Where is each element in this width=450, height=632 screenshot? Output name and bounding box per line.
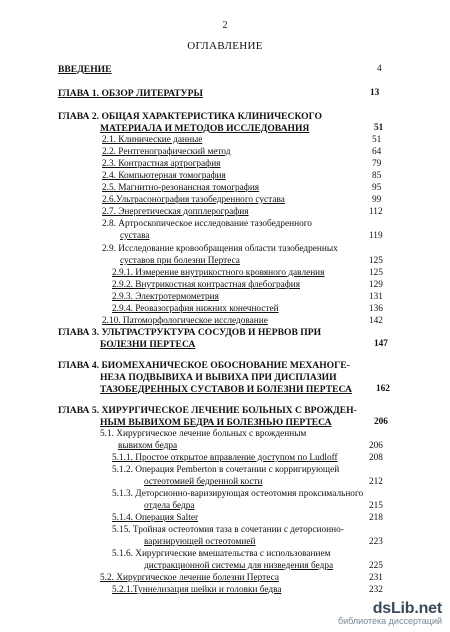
toc-entry-chapter-5-cont[interactable]: НЫМ ВЫВИХОМ БЕДРА И БОЛЕЗНЬЮ ПЕРТЕСА: [100, 417, 332, 428]
toc-page: 136: [369, 304, 383, 314]
toc-page: 13: [370, 88, 380, 98]
toc-entry-chapter-3-cont[interactable]: БОЛЕЗНИ ПЕРТЕСА: [100, 339, 196, 350]
toc-entry-5-2[interactable]: 5.2. Хирургическое лечение болезни Пертеса: [100, 573, 279, 583]
toc-entry-2-9-1[interactable]: 2.9.1. Измерение внутрикостного кровяного давления: [112, 268, 325, 278]
toc-page: 119: [369, 231, 383, 241]
toc-entry-introduction[interactable]: ВВЕДЕНИЕ: [58, 64, 112, 75]
toc-entry-5-1-3-cont[interactable]: отдела бедра: [144, 501, 195, 511]
toc-entry-5-1-cont[interactable]: вывихом бедра: [118, 441, 178, 451]
toc-entry-chapter-4-cont-2[interactable]: ТАЗОБЕДРЕННЫХ СУСТАВОВ И БОЛЕЗНИ ПЕРТЕСА: [100, 384, 352, 395]
toc-entry-2-10[interactable]: 2.10. Патоморфологическое исследование: [102, 316, 268, 326]
toc-entry-chapter-3[interactable]: ГЛАВА 3. УЛЬТРАСТРУКТУРА СОСУДОВ И НЕРВОВ ПРИ: [58, 327, 322, 338]
watermark-logo: dsLib.net: [372, 600, 442, 617]
toc-title: ОГЛАВЛЕНИЕ: [187, 40, 263, 52]
toc-page: 232: [369, 585, 383, 595]
toc-entry-2-8-cont[interactable]: сустава: [120, 231, 150, 241]
toc-page: 225: [369, 561, 383, 571]
toc-entry-5-2-1[interactable]: 5.2.1.Туннелизация шейки и головки бедва: [112, 585, 282, 595]
toc-page: 142: [369, 316, 383, 326]
toc-entry-5-1-2[interactable]: 5.1.2. Операция Pemberton в сочетании с корригирующей: [112, 465, 340, 475]
toc-page: 147: [374, 339, 388, 349]
toc-entry-chapter-4-cont[interactable]: НЕЗА ПОДВЫВИХА И ВЫВИХА ПРИ ДИСПЛАЗИИ: [100, 372, 337, 383]
toc-entry-2-9-3[interactable]: 2.9.3. Электротермометрия: [112, 292, 219, 302]
toc-page: 129: [369, 280, 383, 290]
toc-entry-5-1-5-cont[interactable]: варизирующей остеотомией: [144, 537, 256, 547]
toc-page: 131: [369, 292, 383, 302]
toc-entry-chapter-2[interactable]: ГЛАВА 2. ОБЩАЯ ХАРАКТЕРИСТИКА КЛИНИЧЕСКОГО: [58, 111, 322, 122]
toc-page: 206: [374, 417, 388, 427]
toc-entry-chapter-1[interactable]: ГЛАВА 1. ОБЗОР ЛИТЕРАТУРЫ: [58, 88, 203, 99]
toc-page: 79: [372, 159, 382, 169]
toc-page: 125: [369, 256, 383, 266]
toc-entry-2-9-2[interactable]: 2.9.2. Внутрикостная контрастная флебография: [112, 280, 300, 290]
watermark: [338, 600, 442, 626]
toc-entry-2-8[interactable]: 2.8. Артроскопическое исследование тазобедренного: [102, 219, 312, 229]
toc-page: 95: [372, 183, 382, 193]
toc-page: 125: [369, 268, 383, 278]
toc-entry-2-4[interactable]: 2.4. Компьютерная томография: [102, 171, 226, 181]
toc-entry-5-1-2-cont[interactable]: остеотомией бедренной кости: [144, 477, 263, 487]
toc-entry-2-6[interactable]: 2.6.Ультрасонография тазобедренного сустава: [102, 195, 285, 205]
toc-entry-2-3[interactable]: 2.3. Контрастная артрография: [102, 159, 221, 169]
toc-entry-5-1-4[interactable]: 5.1.4. Операция Salter: [112, 513, 199, 523]
toc-entry-2-5[interactable]: 2.5. Магнитно-резонансная томография: [102, 183, 260, 193]
toc-page: 99: [372, 195, 382, 205]
toc-page: 51: [372, 135, 382, 145]
toc-page: 85: [372, 171, 382, 181]
toc-entry-chapter-4[interactable]: ГЛАВА 4. БИОМЕХАНИЧЕСКОЕ ОБОСНОВАНИЕ МЕХАНОГЕ-: [58, 360, 350, 371]
toc-page: 51: [374, 123, 384, 133]
toc-entry-2-7[interactable]: 2.7. Энергетическая допплерография: [102, 207, 249, 217]
toc-entry-5-1[interactable]: 5.1. Хирургическое лечение больных с врожденным: [100, 429, 307, 439]
toc-page: 208: [369, 453, 383, 463]
toc-entry-5-1-3[interactable]: 5.1.3. Деторсионно-варизирующая остеотомия проксимального: [112, 489, 364, 499]
watermark-subtitle: библиотека диссертаций: [337, 616, 442, 626]
toc-page: 215: [369, 501, 383, 511]
toc-page: 218: [369, 513, 383, 523]
toc-entry-5-1-5[interactable]: 5.15. Тройная остеотомия таза в сочетании с деторсионно-: [112, 525, 344, 535]
toc-page: 212: [369, 477, 383, 487]
toc-entry-2-9-4[interactable]: 2.9.4. Реовазография нижних конечностей: [112, 304, 279, 314]
toc-page: 4: [377, 64, 382, 74]
toc-page: 162: [376, 384, 390, 394]
toc-entry-2-1[interactable]: 2.1. Клинические данные: [102, 135, 203, 145]
toc-page: 206: [369, 441, 383, 451]
toc-page: 64: [372, 147, 382, 157]
toc-entry-5-1-6[interactable]: 5.1.6. Хирургические вмешательства с использованием: [112, 549, 331, 559]
toc-entry-2-2[interactable]: 2.2. Рентгенографический метод: [102, 147, 231, 157]
toc-entry-5-1-1[interactable]: 5.1.1. Простое открытое вправление доступом по Ludloff: [112, 453, 338, 463]
toc-page: 112: [369, 207, 383, 217]
toc-entry-chapter-5[interactable]: ГЛАВА 5. ХИРУРГИЧЕСКОЕ ЛЕЧЕНИЕ БОЛЬНЫХ С ВРОЖДЕН-: [58, 405, 357, 416]
toc-page: 231: [369, 573, 383, 583]
toc-page: 223: [369, 537, 383, 547]
toc-entry-chapter-2-cont[interactable]: МАТЕРИАЛА И МЕТОДОВ ИССЛЕДОВАНИЯ: [100, 123, 310, 134]
toc-entry-2-9-cont[interactable]: суставов при болезни Пертеса: [120, 256, 240, 266]
toc-entry-5-1-6-cont[interactable]: дистракционной системы для низведения бедра: [144, 561, 334, 571]
page-number: 2: [222, 20, 228, 31]
toc-entry-2-9[interactable]: 2.9. Исследование кровообращения области тазобедренных: [102, 244, 338, 254]
